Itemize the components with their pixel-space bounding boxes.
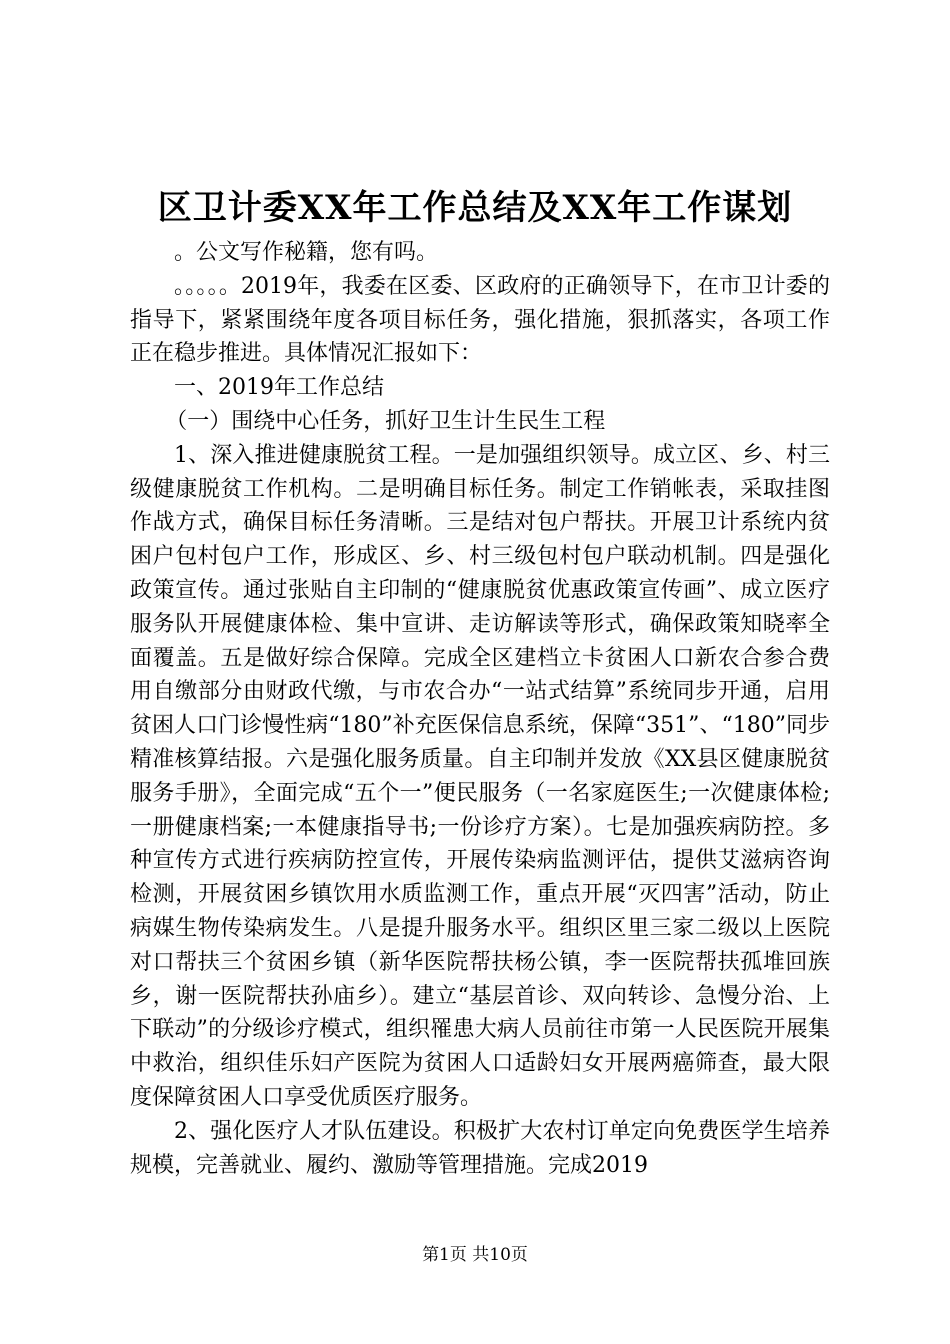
body-paragraph: 。。。。。2019年，我委在区委、区政府的正确领导下，在市卫计委的指导下，紧紧围绕年度各项目标任务，强化措施，狠抓落实，各项工作正在稳步推进。具体情况汇报如下： xyxy=(130,273,830,367)
body-paragraph: 2、强化医疗人才队伍建设。积极扩大农村订单定向免费医学生培养规模，完善就业、履约、激励等管理措施。完成2019 xyxy=(130,1118,830,1178)
page-number-footer: 第1页 共10页 xyxy=(422,1245,528,1265)
body-paragraph: 1、深入推进健康脱贫工程。一是加强组织领导。成立区、乡、村三级健康脱贫工作机构。二是明确目标任务。制定工作销帐表，采取挂图作战方式，确保目标任务清晰。三是结对包户帮扶。开展卫计系统内贫困户包村包户工作，形成区、乡、村三级包村包户联动机制。四是强化政策宣传。通过张贴自主印制的“健康脱贫优惠政策宣传画”、成立医疗服务队开展健康体检、集中宣讲、走访解读等形式，确保政策知晓率全面覆盖。五是做好综合保障。完成全区建档立卡贫困人口新农合参合费用自缴部分由财政代缴，与市农合办“一站式结算”系统同步开通，启用贫困人口门诊慢性病“180”补充医保信息系统，保障“351”、“180”同步精准核算结报。六是强化服务质量。自主印制并发放《XX县区健康脱贫服务手册》，全面完成“五个一”便民服务（一名家庭医生;一次健康体检;一册健康档案;一本健康指导书;一份诊疗方案）。七是加强疾病防控。多种宣传方式进行疾病防控宣传，开展传染病监测评估，提供艾滋病咨询检测，开展贫困乡镇饮用水质监测工作，重点开展“灭四害”活动，防止病媒生物传染病发生。八是提升服务水平。组织区里三家二级以上医院对口帮扶三个贫困乡镇（新华医院帮扶杨公镇，李一医院帮扶孤堆回族乡，谢一医院帮扶孙庙乡）。建立“基层首诊、双向转诊、急慢分治、上下联动”的分级诊疗模式，组织罹患大病人员前往市第一人民医院开展集中救治，组织佳乐妇产医院为贫困人口适龄妇女开展两癌筛查，最大限度保障贫困人口享受优质医疗服务。 xyxy=(130,442,830,1110)
section-heading: 一、2019年工作总结 xyxy=(174,375,384,401)
document-body xyxy=(130,236,830,1182)
body-paragraph: 。公文写作秘籍，您有吗。 xyxy=(174,240,439,265)
subsection-heading: （一）围绕中心任务，抓好卫生计生民生工程 xyxy=(165,408,606,434)
document-title: 区卫计委XX年工作总结及XX年工作谋划 xyxy=(157,188,793,228)
